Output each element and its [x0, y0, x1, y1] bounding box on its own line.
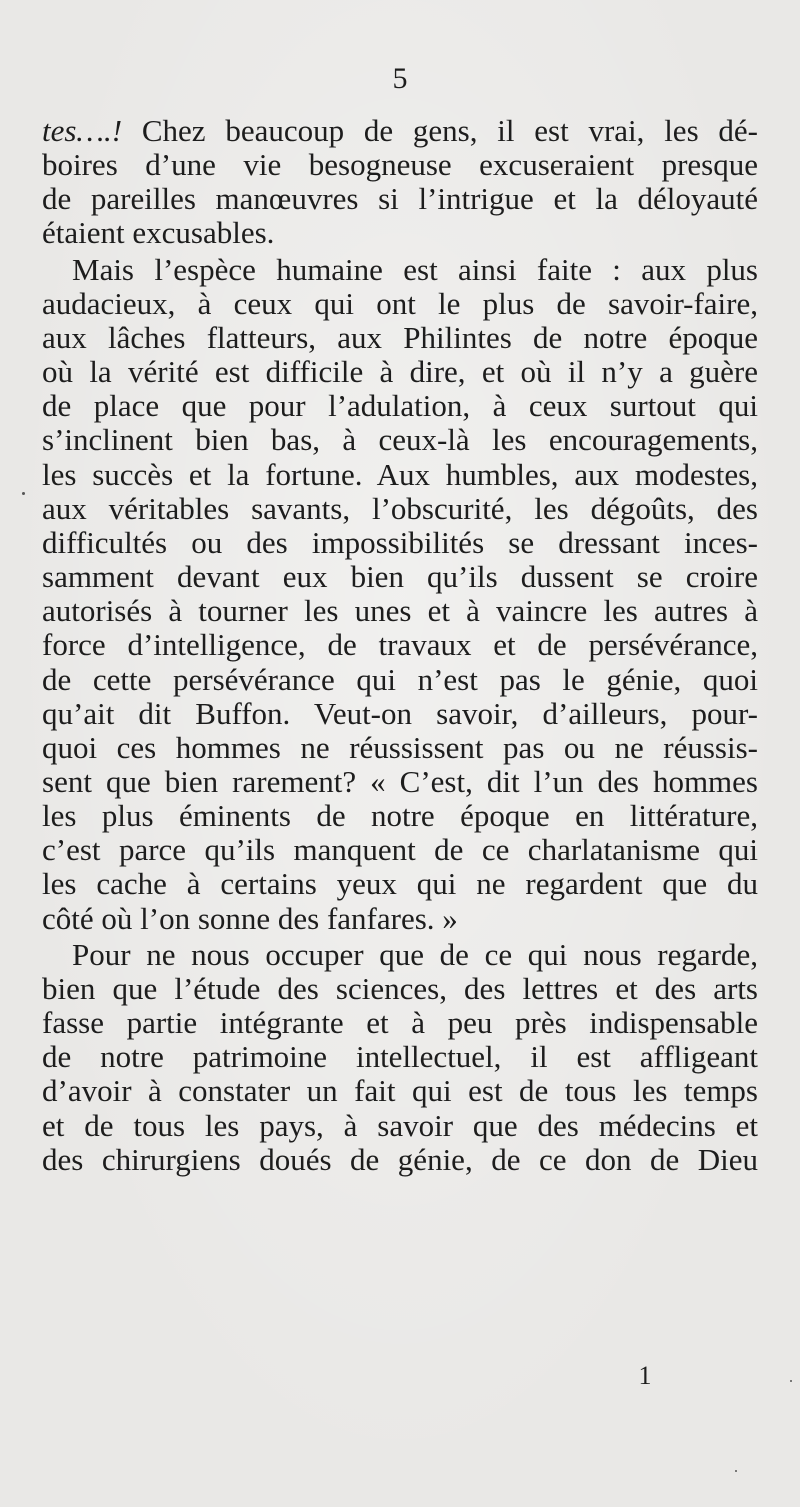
text-line: de notre patrimoine intellectuel, il est affligeant — [42, 1039, 758, 1075]
text-line: force d’intelligence, de travaux et de persévérance, — [42, 627, 758, 663]
text-line — [42, 114, 758, 148]
ink-speck — [22, 492, 25, 495]
signature-mark: 1 — [638, 1361, 652, 1390]
ink-speck — [735, 1470, 737, 1472]
text-line: et de tous les pays, à savoir que des médecins et — [42, 1107, 758, 1143]
text-line: boires d’une vie besogneuse excuseraient presque — [42, 147, 758, 183]
text-line: difficultés ou des impossibilités se dressant inces- — [42, 524, 758, 560]
body-text — [42, 114, 758, 1177]
paragraph-2 — [42, 253, 758, 287]
text-line: c’est parce qu’ils manquent de ce charlatanisme qui — [42, 832, 758, 868]
text-line: les succès et la fortune. Aux humbles, aux modestes, — [42, 456, 758, 492]
text-line: s’inclinent bien bas, à ceux-là les encouragements, — [42, 422, 758, 458]
text-line: Mais l’espèce humaine est ainsi faite : aux plus — [72, 251, 758, 287]
text-line: des chirurgiens doués de génie, de ce don de Dieu — [42, 1141, 758, 1177]
ink-speck — [790, 1380, 792, 1382]
text-line: qu’ait dit Buffon. Veut-on savoir, d’ailleurs, pour- — [42, 695, 758, 731]
text-line: les plus éminents de notre époque en littérature, — [42, 798, 758, 834]
text-line: où la vérité est difficile à dire, et où il n’y a guère — [42, 354, 758, 390]
text-line: autorisés à tourner les unes et à vaincre les autres à — [42, 593, 758, 629]
paragraph-2-body — [42, 287, 758, 936]
text-line: aux véritables savants, l’obscurité, les dégoûts, des — [42, 490, 758, 526]
paragraph-3 — [42, 938, 758, 972]
text-line: de place que pour l’adulation, à ceux surtout qui — [42, 388, 758, 424]
text-line: samment devant eux bien qu’ils dussent se croire — [42, 559, 758, 595]
text-line: quoi ces hommes ne réussissent pas ou ne réussis- — [42, 729, 758, 765]
text-line: les cache à certains yeux qui ne regardent que du — [42, 866, 758, 902]
text-line: de pareilles manœuvres si l’intrigue et la déloyauté — [42, 181, 758, 217]
text-line: bien que l’étude des sciences, des lettres et des arts — [42, 970, 758, 1006]
text-line: audacieux, à ceux qui ont le plus de savoir-faire, — [42, 285, 758, 321]
text-line: Pour ne nous occuper que de ce qui nous regarde, — [72, 936, 758, 972]
text-line: de cette persévérance qui n’est pas le génie, quoi — [42, 661, 758, 697]
text-line: côté où l’on sonne des fanfares. » — [42, 900, 458, 936]
text-line: sent que bien rarement? « C’est, dit l’un des hommes — [42, 763, 758, 799]
page-number: 5 — [392, 62, 408, 95]
text-line: aux lâches flatteurs, aux Philintes de notre époque — [42, 319, 758, 355]
text-line: fasse partie intégrante et à peu près indispensable — [42, 1005, 758, 1041]
paragraph-3-body — [42, 972, 758, 1177]
text-line: d’avoir à constater un fait qui est de tous les temps — [42, 1073, 758, 1109]
italic-fragment: tes….! — [42, 113, 123, 148]
paragraph-1 — [42, 114, 758, 251]
text-line-rest: Chez beaucoup de gens, il est vrai, les dé- — [122, 113, 758, 148]
text-line: étaient excusables. — [42, 215, 275, 251]
